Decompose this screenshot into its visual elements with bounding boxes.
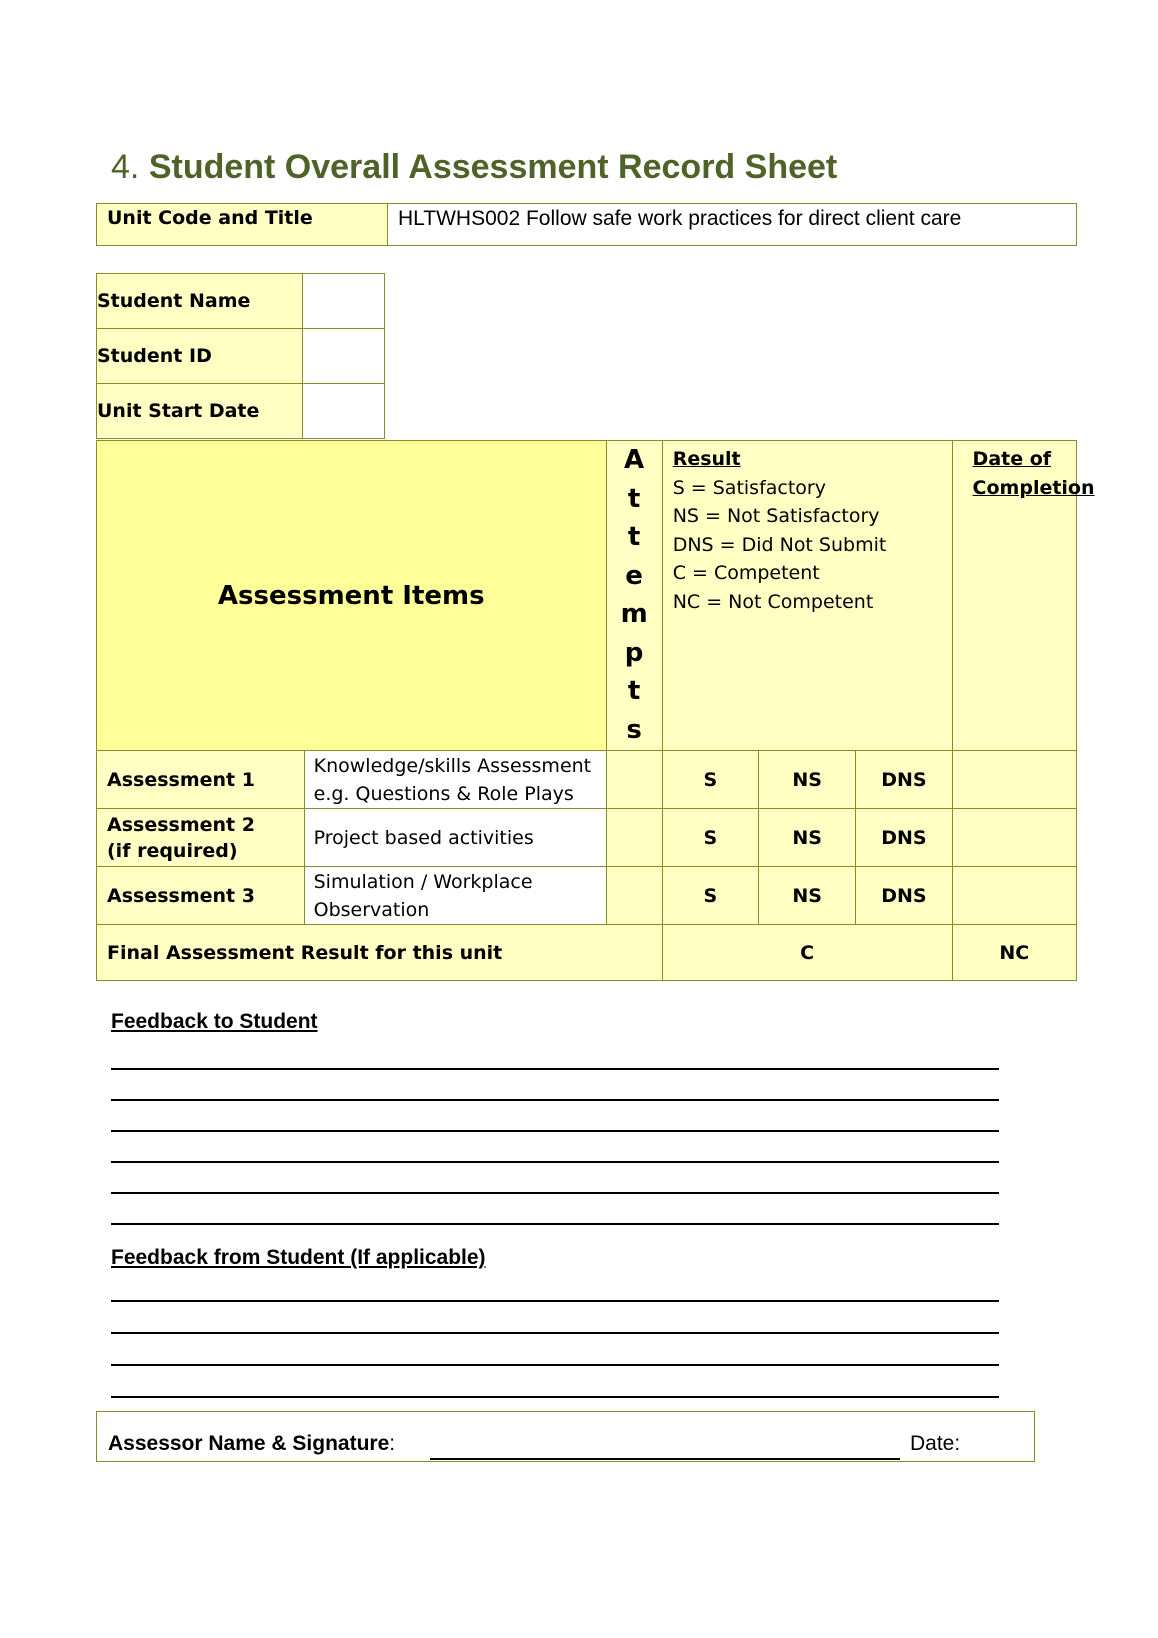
assessment-1-result-dns[interactable]: DNS [856,751,952,809]
final-result-competent[interactable]: C [662,925,952,981]
page-title [111,148,837,187]
result-legend-item: DNS = Did Not Submit [672,533,887,556]
assessor-signature-line[interactable] [430,1458,900,1460]
assessor-signature-box [96,1411,1035,1462]
assessment-1-description: Knowledge/skills Assessment e.g. Questions & Role Plays [304,751,606,809]
student-feedback-line[interactable] [111,1332,999,1334]
student-name-field[interactable] [303,274,385,329]
assessment-1-attempts[interactable] [606,751,662,809]
assessment-2-label [97,809,305,867]
assessment-3-title: Assessment 3 [107,884,255,907]
unit-table [96,203,1077,246]
assessor-signature-colon: : [389,1432,396,1455]
unit-code-label: Unit Code and Title [97,204,388,246]
assessment-items-header: Assessment Items [97,441,607,751]
date-of-completion-header: Date of Completion [952,441,1076,751]
unit-start-date-field[interactable] [303,384,385,439]
assessment-2-title: Assessment 2 [107,813,255,836]
attempts-letter: A [624,445,645,475]
feedback-line[interactable] [111,1161,999,1163]
section-number: 4. [111,148,140,186]
feedback-line[interactable] [111,1068,999,1070]
feedback-line[interactable] [111,1192,999,1194]
unit-start-date-label: Unit Start Date [97,384,303,439]
assessment-1-result-s[interactable]: S [662,751,758,809]
assessment-2-result-ns[interactable]: NS [758,809,855,867]
result-legend [662,441,952,751]
assessment-3-attempts[interactable] [606,867,662,925]
feedback-from-student-title: Feedback from Student (If applicable) [111,1246,486,1269]
assessment-2-attempts[interactable] [606,809,662,867]
attempts-letter: s [626,714,642,745]
assessment-2-description: Project based activities [304,809,606,867]
result-legend-item: C = Competent [672,562,820,584]
unit-code-value: HLTWHS002 Follow safe work practices for direct client care [388,204,1077,246]
student-id-label: Student ID [97,329,303,384]
assessor-signature-text: Assessor Name & Signature [108,1432,390,1455]
feedback-line[interactable] [111,1099,999,1101]
assessment-3-result-dns[interactable]: DNS [856,867,952,925]
result-legend-item: NC = Not Competent [672,590,874,613]
assessment-2-date[interactable] [952,809,1076,867]
student-feedback-line[interactable] [111,1396,999,1398]
section-title: Student Overall Assessment Record Sheet [148,148,838,186]
assessment-1-title: Assessment 1 [107,768,255,791]
assessment-2-note: (if required) [107,839,238,862]
assessment-3-label [97,867,305,925]
assessment-table [96,440,1095,981]
assessment-2-result-dns[interactable]: DNS [856,809,952,867]
assessment-1-label [97,751,305,809]
assessment-1-result-ns[interactable]: NS [758,751,855,809]
date-label: Date: [910,1432,961,1455]
final-result-not-competent[interactable]: NC [952,925,1076,981]
assessor-signature-label [108,1432,395,1456]
student-feedback-line[interactable] [111,1364,999,1366]
assessment-3-description: Simulation / Workplace Observation [304,867,606,925]
attempts-letter: e [625,560,643,591]
attempts-letter: p [624,637,644,668]
attempts-letter: t [627,483,641,514]
assessment-3-result-ns[interactable]: NS [758,867,855,925]
assessment-3-result-s[interactable]: S [662,867,758,925]
result-legend-title: Result [672,448,741,470]
attempts-header [606,441,662,751]
assessment-3-date[interactable] [952,867,1076,925]
feedback-to-student-title: Feedback to Student [111,1010,318,1033]
student-feedback-line[interactable] [111,1300,999,1302]
assessment-2-result-s[interactable]: S [662,809,758,867]
feedback-line[interactable] [111,1130,999,1132]
student-id-field[interactable] [303,329,385,384]
student-name-label: Student Name [97,274,303,329]
assessment-1-date[interactable] [952,751,1076,809]
attempts-letter: m [620,599,648,629]
attempts-letter: t [627,676,641,706]
student-info-table [96,273,385,439]
feedback-line[interactable] [111,1223,999,1225]
attempts-letter: t [627,522,641,552]
result-legend-item: NS = Not Satisfactory [672,505,880,527]
result-legend-item: S = Satisfactory [672,476,826,499]
final-result-label: Final Assessment Result for this unit [97,925,663,981]
